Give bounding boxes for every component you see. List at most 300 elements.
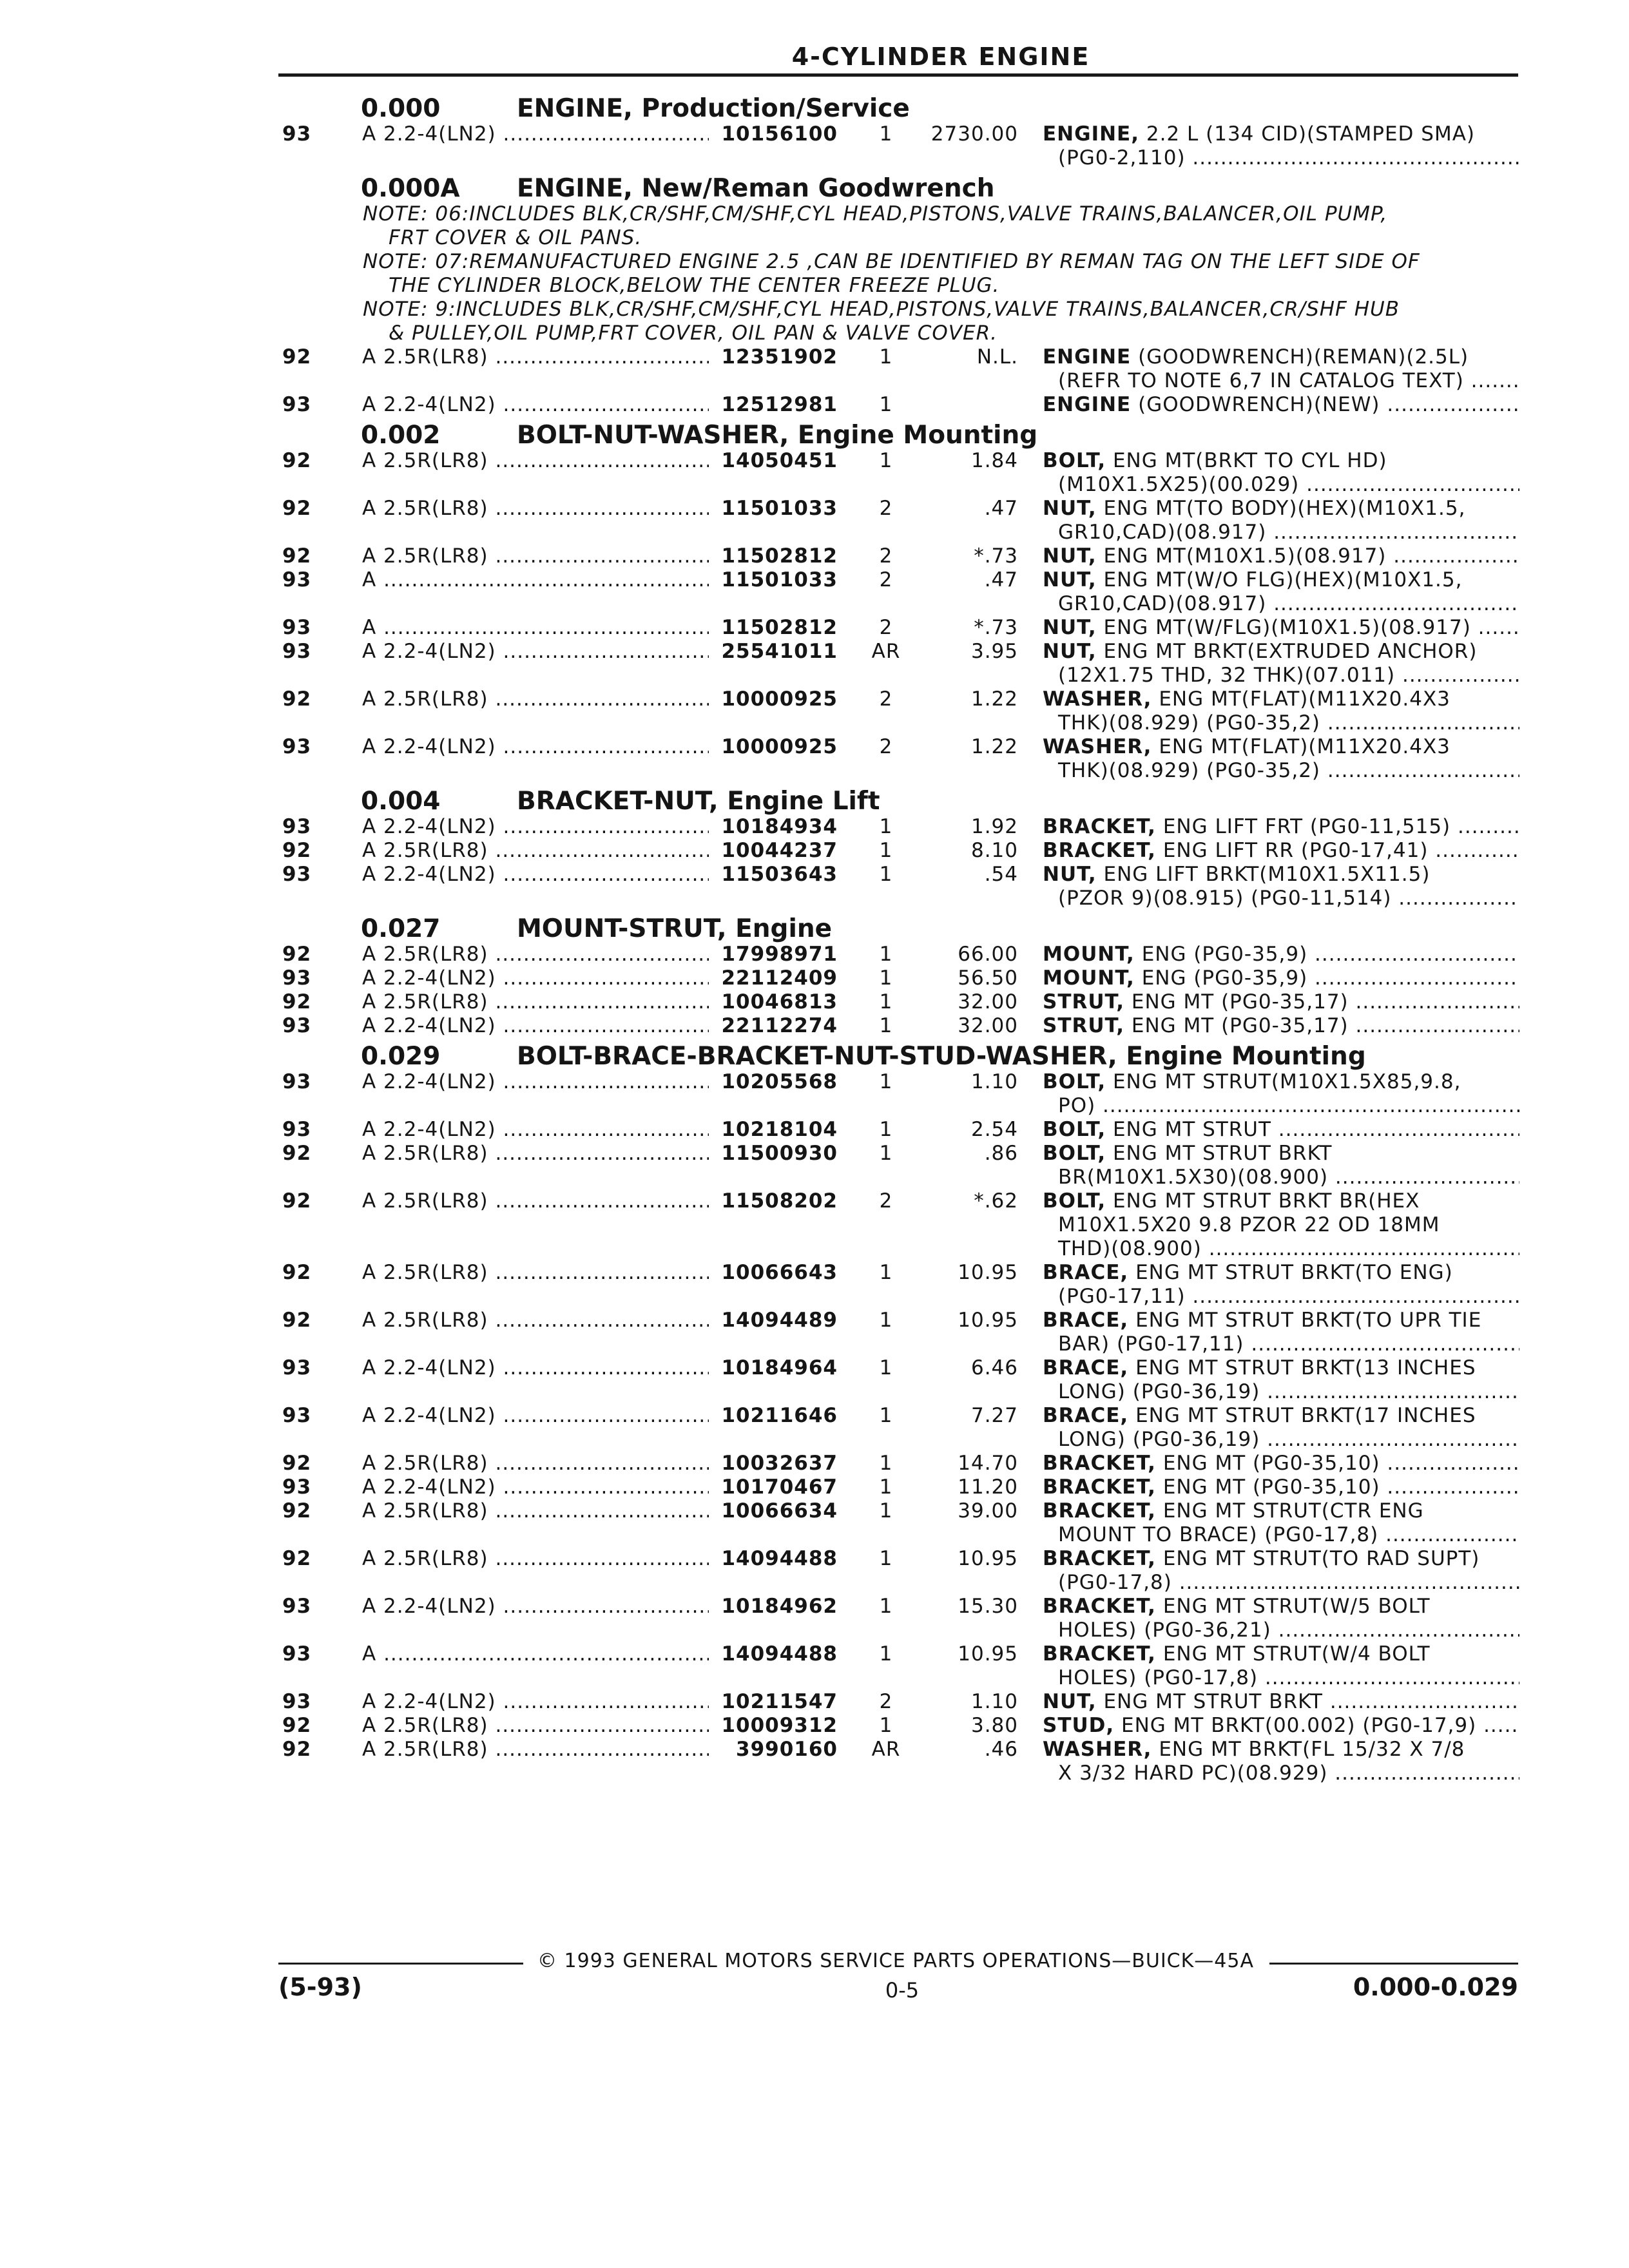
- description-text: ENG MT(TO BODY)(HEX)(M10X1.5,: [1103, 497, 1466, 520]
- quantity: 1: [879, 839, 893, 862]
- description-text: ENG MT (PG0-35,10): [1162, 1452, 1380, 1475]
- section-code: 0.002: [361, 421, 441, 450]
- quantity: 1: [879, 815, 893, 838]
- part-number: 10000925: [721, 735, 838, 758]
- section-code: 0.004: [361, 787, 441, 816]
- model-code: A 2.5R(LR8) .....: [362, 1452, 709, 1475]
- part-name: BRACKET,: [1043, 1547, 1156, 1570]
- part-number: 10009312: [721, 1714, 838, 1737]
- description-text: (PZOR 9)(08.915) (PG0-11,514): [1058, 887, 1392, 910]
- price: 8.10: [970, 839, 1018, 862]
- note-line: NOTE: 9:INCLUDES BLK,CR/SHF,CM/SHF,CYL HEAD,PISTONS,VALVE TRAINS,BALANCER,CR/SHF HUB: [363, 298, 1400, 321]
- description-text: ENG MT STRUT: [1112, 1118, 1271, 1141]
- part-number: 10211547: [721, 1690, 838, 1713]
- footer-rule-left: [278, 1963, 523, 1965]
- model-year: 92: [282, 943, 312, 966]
- part-name: STRUT,: [1043, 1014, 1125, 1037]
- part-number: 17998971: [721, 943, 838, 966]
- description-text: (REFR TO NOTE 6,7 IN CATALOG TEXT): [1058, 369, 1464, 392]
- model-year: 92: [282, 1142, 312, 1165]
- price: .47: [984, 568, 1018, 591]
- part-name: BRACE,: [1043, 1261, 1129, 1284]
- section-heading: [361, 787, 880, 819]
- part-number: 10066643: [721, 1261, 838, 1284]
- description-text: ENG MT STRUT(W/5 BOLT: [1162, 1595, 1431, 1618]
- note-line: NOTE: 07:REMANUFACTURED ENGINE 2.5 ,CAN BE IDENTIFIED BY REMAN TAG ON THE LEFT SIDE OF: [363, 250, 1420, 273]
- description-text: (PG0-17,11): [1058, 1285, 1186, 1308]
- section-heading: [361, 174, 995, 206]
- part-number: 14094488: [721, 1547, 838, 1570]
- description-line: [1043, 345, 1519, 369]
- quantity: 1: [879, 1452, 893, 1475]
- section-title: BRACKET-NUT, Engine Lift: [517, 787, 880, 816]
- part-number: 10066634: [721, 1499, 838, 1523]
- part-name: STRUT,: [1043, 990, 1125, 1014]
- description-text: ENG (PG0-35,9): [1141, 943, 1308, 966]
- part-description: [1043, 1714, 1519, 1738]
- description-line: [1043, 815, 1519, 839]
- part-description: [1043, 863, 1519, 910]
- quantity: 1: [879, 943, 893, 966]
- price: 10.95: [958, 1642, 1018, 1666]
- price: 56.50: [958, 966, 1018, 990]
- description-text: ENG MT(W/O FLG)(HEX)(M10X1.5,: [1103, 568, 1463, 591]
- model-year: 93: [282, 1690, 312, 1713]
- description-line: [1043, 616, 1519, 640]
- model-code: A 2.5R(LR8) .....: [362, 1547, 709, 1570]
- part-name: BRACKET,: [1043, 1499, 1156, 1523]
- description-text: ENG MT STRUT(CTR ENG: [1162, 1499, 1424, 1523]
- model-code: A 2.5R(LR8) .....: [362, 1714, 709, 1737]
- part-description: [1043, 1118, 1519, 1142]
- part-number: 10205568: [721, 1070, 838, 1093]
- part-name: NUT,: [1043, 544, 1097, 568]
- part-name: BOLT,: [1043, 1070, 1106, 1093]
- description-text: ENG MT BRKT(EXTRUDED ANCHOR): [1103, 640, 1478, 663]
- part-description: [1043, 393, 1519, 417]
- model-code: A 2.2-4(LN2) .....: [362, 1595, 709, 1618]
- part-number: 12512981: [721, 393, 838, 416]
- part-description: [1043, 1189, 1519, 1261]
- part-description: [1043, 568, 1519, 616]
- description-line: [1043, 1428, 1519, 1452]
- part-description: [1043, 1014, 1519, 1038]
- description-line: [1043, 1642, 1519, 1666]
- part-name: BRACKET,: [1043, 1642, 1156, 1666]
- description-line: [1043, 1014, 1519, 1038]
- description-line: [1043, 1332, 1519, 1356]
- description-line: [1043, 1714, 1519, 1738]
- description-text: ENG MT (PG0-35,17): [1131, 1014, 1349, 1037]
- description-line: [1043, 369, 1519, 393]
- part-description: [1043, 1690, 1519, 1714]
- description-line: [1043, 759, 1519, 783]
- description-line: [1043, 1452, 1519, 1475]
- description-text: ENG MT STRUT(W/4 BOLT: [1162, 1642, 1431, 1666]
- description-line: [1043, 1380, 1519, 1404]
- price: 1.10: [970, 1690, 1018, 1713]
- quantity: 1: [879, 1142, 893, 1165]
- description-line: [1043, 887, 1519, 910]
- quantity: 1: [879, 1356, 893, 1379]
- description-line: [1043, 1762, 1519, 1785]
- part-description: [1043, 966, 1519, 990]
- description-text: ENG MT STRUT BRKT(TO UPR TIE: [1135, 1309, 1482, 1332]
- catalog-note: [363, 298, 1516, 345]
- model-year: 92: [282, 1547, 312, 1570]
- model-code: A 2.5R(LR8) .....: [362, 839, 709, 862]
- description-line: [1043, 1738, 1519, 1762]
- price: *.73: [974, 544, 1018, 568]
- quantity: 1: [879, 449, 893, 472]
- model-year: 92: [282, 544, 312, 568]
- description-text: ENG MT (PG0-35,10): [1162, 1475, 1380, 1499]
- description-text: ENG MT STRUT BRKT BR(HEX: [1112, 1189, 1420, 1213]
- model-year: 93: [282, 568, 312, 591]
- part-name: BRACKET,: [1043, 1595, 1156, 1618]
- model-year: 92: [282, 1499, 312, 1523]
- price: 1.10: [970, 1070, 1018, 1093]
- model-code: A 2.2-4(LN2) .....: [362, 1356, 709, 1379]
- description-line: [1043, 1261, 1519, 1285]
- model-code: A 2.5R(LR8) .....: [362, 1261, 709, 1284]
- model-code: A .....: [362, 1642, 709, 1666]
- part-number: 11501033: [721, 568, 838, 591]
- part-description: [1043, 815, 1519, 839]
- description-text: GR10,CAD)(08.917): [1058, 592, 1267, 615]
- description-line: [1043, 966, 1519, 990]
- model-code: A 2.5R(LR8) .....: [362, 345, 709, 369]
- model-year: 93: [282, 1642, 312, 1666]
- model-year: 93: [282, 640, 312, 663]
- model-year: 92: [282, 990, 312, 1014]
- model-year: 92: [282, 1261, 312, 1284]
- model-year: 93: [282, 1356, 312, 1379]
- price: 7.27: [970, 1404, 1018, 1427]
- section-title: ENGINE, New/Reman Goodwrench: [517, 174, 995, 203]
- description-text: BAR) (PG0-17,11): [1058, 1332, 1244, 1356]
- part-number: 10218104: [721, 1118, 838, 1141]
- description-text: ENG LIFT FRT (PG0-11,515): [1162, 815, 1451, 838]
- price: *.73: [974, 616, 1018, 639]
- model-code: A 2.2-4(LN2) .....: [362, 640, 709, 663]
- part-name: BOLT,: [1043, 1142, 1106, 1165]
- model-code: A 2.2-4(LN2) .....: [362, 1070, 709, 1093]
- part-description: [1043, 1595, 1519, 1642]
- model-code: A 2.2-4(LN2) .....: [362, 1690, 709, 1713]
- description-text: THK)(08.929) (PG0-35,2): [1058, 711, 1321, 735]
- price: N.L.: [976, 345, 1018, 369]
- model-code: A 2.2-4(LN2) .....: [362, 735, 709, 758]
- price: .54: [984, 863, 1018, 886]
- part-description: [1043, 616, 1519, 640]
- description-text: ENG MT STRUT BRKT: [1112, 1142, 1333, 1165]
- part-description: [1043, 1547, 1519, 1595]
- description-text: ENG LIFT BRKT(M10X1.5X11.5): [1103, 863, 1431, 886]
- description-line: [1043, 1070, 1519, 1094]
- price: .46: [984, 1738, 1018, 1761]
- part-description: [1043, 1261, 1519, 1309]
- part-description: [1043, 1070, 1519, 1118]
- part-number: 22112409: [721, 966, 838, 990]
- description-line: [1043, 592, 1519, 616]
- quantity: 2: [879, 1189, 893, 1213]
- part-name: BOLT,: [1043, 1189, 1106, 1213]
- part-description: [1043, 1309, 1519, 1356]
- description-text: GR10,CAD)(08.917): [1058, 521, 1267, 544]
- quantity: 1: [879, 122, 893, 146]
- catalog-note: [363, 202, 1516, 250]
- section-code: 0.000: [361, 94, 441, 123]
- quantity: 1: [879, 1714, 893, 1737]
- description-line: [1043, 1356, 1519, 1380]
- part-name: BRACKET,: [1043, 1452, 1156, 1475]
- part-number: 10046813: [721, 990, 838, 1014]
- description-text: THK)(08.929) (PG0-35,2): [1058, 759, 1321, 782]
- part-number: 10184962: [721, 1595, 838, 1618]
- model-code: A 2.5R(LR8) .....: [362, 1499, 709, 1523]
- part-name: ENGINE: [1043, 393, 1132, 416]
- description-text: ENG MT (PG0-35,17): [1131, 990, 1349, 1014]
- model-year: 93: [282, 393, 312, 416]
- price: *.62: [974, 1189, 1018, 1213]
- note-line: THE CYLINDER BLOCK,BELOW THE CENTER FREEZE PLUG.: [389, 274, 1000, 297]
- section-code: 0.027: [361, 914, 441, 943]
- model-year: 93: [282, 815, 312, 838]
- model-code: A 2.2-4(LN2) .....: [362, 1014, 709, 1037]
- description-text: LONG) (PG0-36,19): [1058, 1380, 1260, 1403]
- quantity: 1: [879, 1014, 893, 1037]
- price: 3.80: [970, 1714, 1018, 1737]
- footer-copyright: © 1993 GENERAL MOTORS SERVICE PARTS OPERATIONS—BUICK—45A: [537, 1950, 1254, 1972]
- part-number: 10184934: [721, 815, 838, 838]
- model-code: A 2.2-4(LN2) .....: [362, 1118, 709, 1141]
- model-year: 92: [282, 1738, 312, 1761]
- description-line: [1043, 943, 1519, 966]
- part-number: 10156100: [721, 122, 838, 146]
- price: 1.84: [970, 449, 1018, 472]
- description-line: [1043, 1189, 1519, 1213]
- part-name: NUT,: [1043, 568, 1097, 591]
- part-number: 3990160: [736, 1738, 838, 1761]
- part-name: BOLT,: [1043, 1118, 1106, 1141]
- description-line: [1043, 473, 1519, 497]
- price: 39.00: [958, 1499, 1018, 1523]
- model-code: A 2.2-4(LN2) .....: [362, 863, 709, 886]
- model-year: 93: [282, 1070, 312, 1093]
- description-line: [1043, 1094, 1519, 1118]
- quantity: 2: [879, 568, 893, 591]
- model-code: A .....: [362, 568, 709, 591]
- description-line: [1043, 990, 1519, 1014]
- description-text: MOUNT TO BRACE) (PG0-17,8): [1058, 1523, 1379, 1546]
- model-year: 92: [282, 1189, 312, 1213]
- model-year: 93: [282, 735, 312, 758]
- price: 10.95: [958, 1547, 1018, 1570]
- description-text: ENG MT STRUT BRKT: [1103, 1690, 1323, 1713]
- part-name: MOUNT,: [1043, 966, 1135, 990]
- page-title: 4-CYLINDER ENGINE: [791, 43, 1090, 71]
- part-name: NUT,: [1043, 640, 1097, 663]
- part-number: 14094488: [721, 1642, 838, 1666]
- description-line: [1043, 1404, 1519, 1428]
- quantity: 1: [879, 1642, 893, 1666]
- price: .86: [984, 1142, 1018, 1165]
- price: 15.30: [958, 1595, 1018, 1618]
- description-line: [1043, 146, 1519, 170]
- price: 1.22: [970, 735, 1018, 758]
- part-number: 10044237: [721, 839, 838, 862]
- description-line: [1043, 1523, 1519, 1547]
- part-number: 11508202: [721, 1189, 838, 1213]
- part-description: [1043, 345, 1519, 393]
- quantity: 1: [879, 1309, 893, 1332]
- note-line: & PULLEY,OIL PUMP,FRT COVER, OIL PAN & VALVE COVER.: [389, 322, 998, 345]
- description-text: ENG MT(M10X1.5)(08.917): [1103, 544, 1387, 568]
- model-code: A 2.5R(LR8) .....: [362, 990, 709, 1014]
- part-name: ENGINE: [1043, 345, 1132, 369]
- description-text: (M10X1.5X25)(00.029): [1058, 473, 1300, 496]
- part-number: 10170467: [721, 1475, 838, 1499]
- description-line: [1043, 839, 1519, 863]
- title-rule: [278, 73, 1518, 77]
- model-code: A 2.2-4(LN2) .....: [362, 1475, 709, 1499]
- model-year: 92: [282, 449, 312, 472]
- model-year: 93: [282, 1404, 312, 1427]
- model-year: 93: [282, 1118, 312, 1141]
- description-text: ENG MT(FLAT)(M11X20.4X3: [1159, 735, 1451, 758]
- description-text: ENG MT BRKT(00.002) (PG0-17,9): [1121, 1714, 1477, 1737]
- description-text: ENG MT(FLAT)(M11X20.4X3: [1159, 687, 1451, 711]
- part-description: [1043, 544, 1519, 568]
- part-name: NUT,: [1043, 1690, 1097, 1713]
- price: 1.22: [970, 687, 1018, 711]
- part-number: 22112274: [721, 1014, 838, 1037]
- model-code: A 2.2-4(LN2) .....: [362, 1404, 709, 1427]
- model-code: A 2.2-4(LN2) .....: [362, 966, 709, 990]
- model-year: 92: [282, 1452, 312, 1475]
- part-name: WASHER,: [1043, 1738, 1152, 1761]
- catalog-note: [363, 250, 1516, 298]
- description-text: 2.2 L (134 CID)(STAMPED SMA): [1146, 122, 1475, 146]
- description-text: ENG MT STRUT(TO RAD SUPT): [1162, 1547, 1480, 1570]
- price: 2.54: [970, 1118, 1018, 1141]
- section-code: 0.000A: [361, 174, 460, 203]
- part-description: [1043, 122, 1519, 170]
- description-text: (PG0-17,8): [1058, 1571, 1172, 1594]
- part-number: 11503643: [721, 863, 838, 886]
- part-name: BRACE,: [1043, 1404, 1129, 1427]
- quantity: 2: [879, 735, 893, 758]
- part-number: 10000925: [721, 687, 838, 711]
- description-text: PO): [1058, 1094, 1096, 1117]
- description-text: ENG MT(BRKT TO CYL HD): [1112, 449, 1387, 472]
- price: 10.95: [958, 1309, 1018, 1332]
- part-name: BRACKET,: [1043, 1475, 1156, 1499]
- description-line: [1043, 1595, 1519, 1619]
- part-number: 12351902: [721, 345, 838, 369]
- part-number: 11502812: [721, 616, 838, 639]
- description-line: [1043, 1285, 1519, 1309]
- footer-rule-right: [1269, 1963, 1518, 1965]
- description-line: [1043, 393, 1519, 417]
- part-description: [1043, 839, 1519, 863]
- description-line: [1043, 735, 1519, 759]
- section-code: 0.029: [361, 1042, 441, 1071]
- part-name: BOLT,: [1043, 449, 1106, 472]
- description-line: [1043, 1118, 1519, 1142]
- model-code: A .....: [362, 616, 709, 639]
- description-line: [1043, 1499, 1519, 1523]
- model-code: A 2.2-4(LN2) .....: [362, 122, 709, 146]
- part-name: NUT,: [1043, 863, 1097, 886]
- description-line: [1043, 1166, 1519, 1189]
- quantity: 2: [879, 1690, 893, 1713]
- model-code: A 2.2-4(LN2) .....: [362, 815, 709, 838]
- quantity: 1: [879, 1261, 893, 1284]
- part-description: [1043, 1142, 1519, 1189]
- model-code: A 2.5R(LR8) .....: [362, 497, 709, 520]
- quantity: 1: [879, 966, 893, 990]
- description-line: [1043, 449, 1519, 473]
- quantity: 1: [879, 345, 893, 369]
- quantity: 1: [879, 1118, 893, 1141]
- model-year: 92: [282, 1309, 312, 1332]
- description-line: [1043, 1666, 1519, 1690]
- price: 66.00: [958, 943, 1018, 966]
- section-title: BOLT-NUT-WASHER, Engine Mounting: [517, 421, 1038, 450]
- part-number: 11501033: [721, 497, 838, 520]
- model-year: 92: [282, 497, 312, 520]
- quantity: 1: [879, 863, 893, 886]
- description-text: ENG LIFT RR (PG0-17,41): [1162, 839, 1429, 862]
- section-heading: [361, 914, 832, 947]
- part-number: 14094489: [721, 1309, 838, 1332]
- part-description: [1043, 449, 1519, 497]
- part-description: [1043, 1356, 1519, 1404]
- part-name: WASHER,: [1043, 687, 1152, 711]
- quantity: 2: [879, 544, 893, 568]
- model-code: A 2.5R(LR8) .....: [362, 1309, 709, 1332]
- description-text: ENG MT STRUT BRKT(13 INCHES: [1135, 1356, 1476, 1379]
- description-text: ENG MT BRKT(FL 15/32 X 7/8: [1159, 1738, 1465, 1761]
- description-line: [1043, 1571, 1519, 1595]
- description-text: HOLES) (PG0-17,8): [1058, 1666, 1258, 1689]
- description-text: M10X1.5X20 9.8 PZOR 22 OD 18MM: [1058, 1213, 1440, 1236]
- model-year: 93: [282, 1014, 312, 1037]
- part-name: MOUNT,: [1043, 943, 1135, 966]
- description-line: [1043, 568, 1519, 592]
- description-text: BR(M10X1.5X30)(08.900): [1058, 1166, 1329, 1189]
- part-name: ENGINE,: [1043, 122, 1139, 146]
- price: 14.70: [958, 1452, 1018, 1475]
- description-line: [1043, 687, 1519, 711]
- part-number: 10211646: [721, 1404, 838, 1427]
- part-name: BRACE,: [1043, 1356, 1129, 1379]
- part-description: [1043, 1475, 1519, 1499]
- section-title: BOLT-BRACE-BRACKET-NUT-STUD-WASHER, Engine Mounting: [517, 1042, 1366, 1071]
- price: .47: [984, 497, 1018, 520]
- part-name: BRACKET,: [1043, 815, 1156, 838]
- part-number: 14050451: [721, 449, 838, 472]
- model-year: 93: [282, 616, 312, 639]
- part-description: [1043, 943, 1519, 966]
- description-line: [1043, 1309, 1519, 1332]
- footer-date: (5-93): [278, 1973, 362, 2001]
- description-line: [1043, 1547, 1519, 1571]
- price: 11.20: [958, 1475, 1018, 1499]
- description-line: [1043, 544, 1519, 568]
